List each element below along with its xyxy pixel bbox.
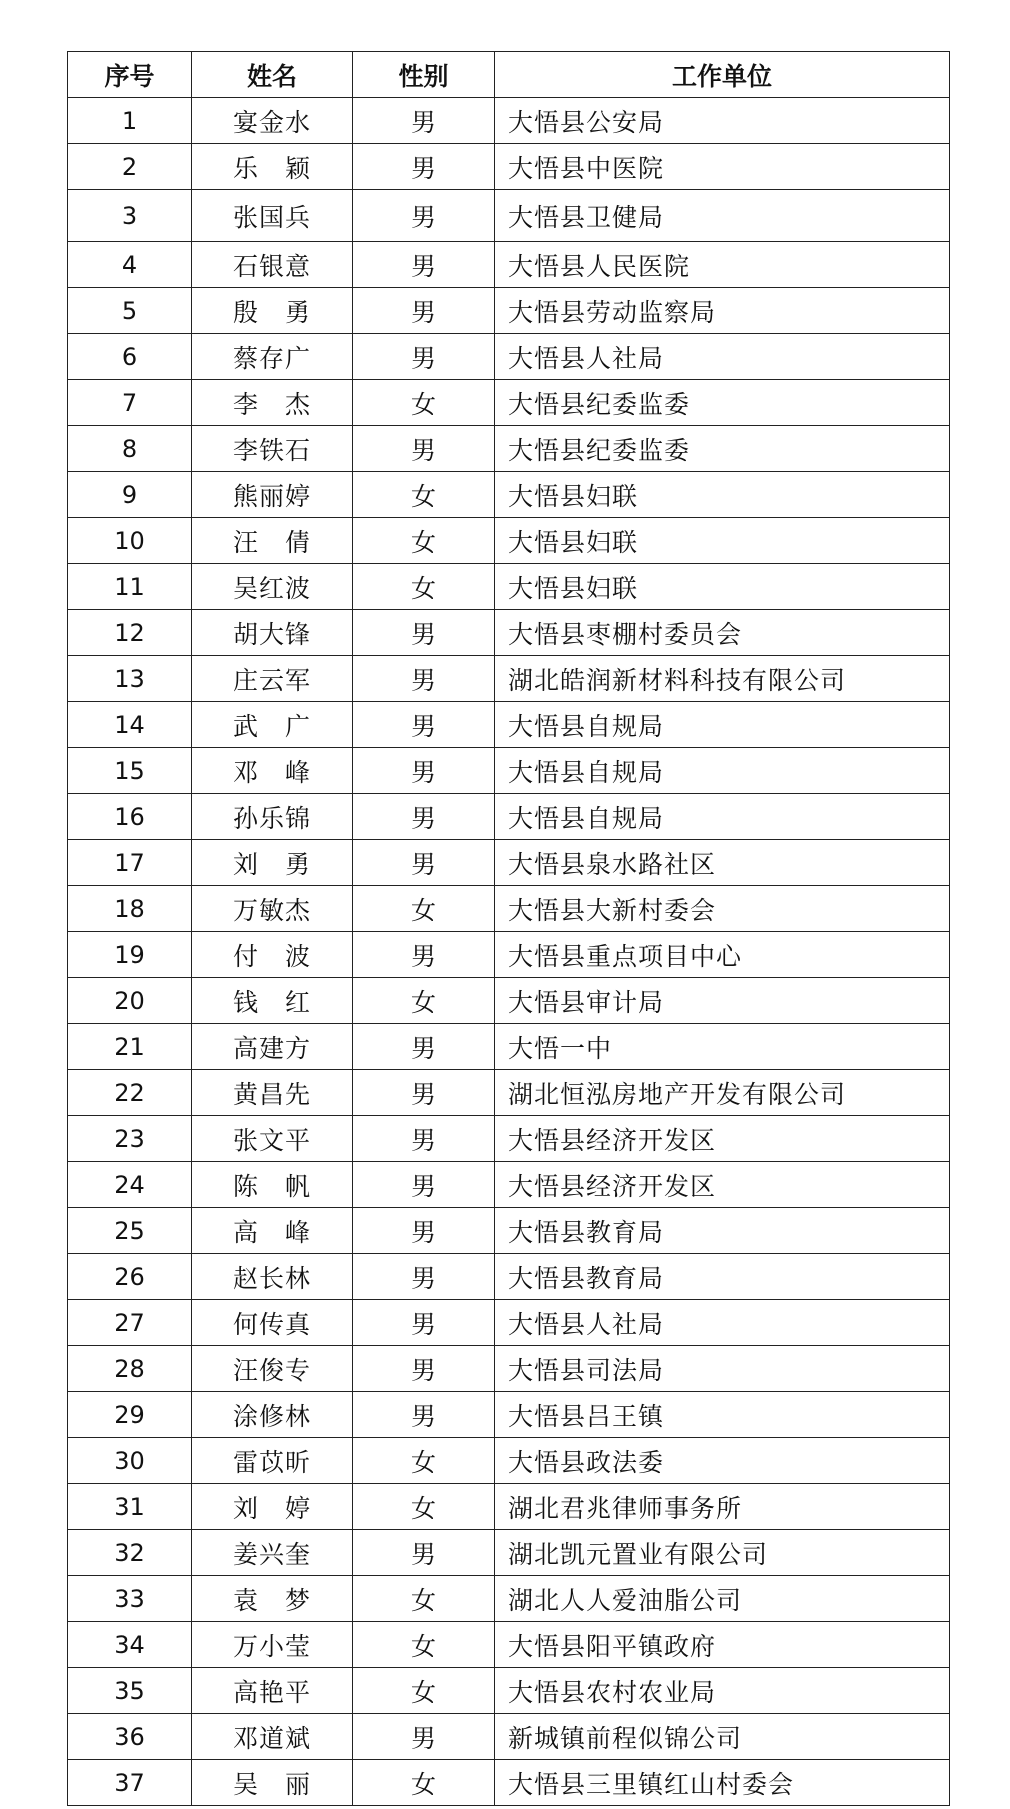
- header-name: 姓名: [192, 52, 353, 98]
- table-row: [68, 1208, 950, 1254]
- table-row: [68, 1438, 950, 1484]
- cell-gender: 女: [353, 518, 495, 564]
- table-row: [68, 748, 950, 794]
- cell-serial-number: 16: [68, 794, 192, 840]
- cell-name: 汪 倩: [192, 518, 353, 564]
- cell-work-unit: 大悟县纪委监委: [495, 426, 950, 472]
- table-row: [68, 794, 950, 840]
- cell-name: 赵长林: [192, 1254, 353, 1300]
- header-serial-number: 序号: [68, 52, 192, 98]
- cell-name: 蔡存广: [192, 334, 353, 380]
- cell-name: 万小莹: [192, 1622, 353, 1668]
- cell-serial-number: 3: [68, 190, 192, 242]
- cell-name: 石银意: [192, 242, 353, 288]
- cell-gender: 男: [353, 98, 495, 144]
- cell-work-unit: 大悟县大新村委会: [495, 886, 950, 932]
- cell-name: 汪俊专: [192, 1346, 353, 1392]
- cell-work-unit: 大悟县教育局: [495, 1208, 950, 1254]
- cell-serial-number: 32: [68, 1530, 192, 1576]
- cell-gender: 男: [353, 1070, 495, 1116]
- cell-gender: 男: [353, 1208, 495, 1254]
- table-row: [68, 1622, 950, 1668]
- cell-serial-number: 27: [68, 1300, 192, 1346]
- cell-gender: 男: [353, 1714, 495, 1760]
- cell-name: 袁 梦: [192, 1576, 353, 1622]
- cell-gender: 男: [353, 702, 495, 748]
- cell-work-unit: 大悟县人民医院: [495, 242, 950, 288]
- cell-serial-number: 11: [68, 564, 192, 610]
- cell-name: 吴红波: [192, 564, 353, 610]
- cell-gender: 女: [353, 1622, 495, 1668]
- cell-name: 黄昌先: [192, 1070, 353, 1116]
- cell-work-unit: 大悟一中: [495, 1024, 950, 1070]
- table-row: [68, 702, 950, 748]
- cell-work-unit: 大悟县自规局: [495, 748, 950, 794]
- header-work-unit: 工作单位: [495, 52, 950, 98]
- cell-serial-number: 13: [68, 656, 192, 702]
- cell-name: 钱 红: [192, 978, 353, 1024]
- cell-gender: 女: [353, 1576, 495, 1622]
- table-row: [68, 1392, 950, 1438]
- cell-gender: 男: [353, 1254, 495, 1300]
- cell-serial-number: 21: [68, 1024, 192, 1070]
- table-row: [68, 656, 950, 702]
- cell-gender: 男: [353, 932, 495, 978]
- table-row: [68, 190, 950, 242]
- cell-gender: 女: [353, 1484, 495, 1530]
- cell-gender: 男: [353, 1162, 495, 1208]
- cell-work-unit: 大悟县教育局: [495, 1254, 950, 1300]
- table-row: [68, 1714, 950, 1760]
- table-row: [68, 1576, 950, 1622]
- cell-serial-number: 9: [68, 472, 192, 518]
- cell-name: 熊丽婷: [192, 472, 353, 518]
- cell-serial-number: 15: [68, 748, 192, 794]
- cell-serial-number: 33: [68, 1576, 192, 1622]
- cell-gender: 男: [353, 190, 495, 242]
- cell-name: 殷 勇: [192, 288, 353, 334]
- cell-gender: 女: [353, 380, 495, 426]
- cell-work-unit: 大悟县公安局: [495, 98, 950, 144]
- cell-work-unit: 大悟县卫健局: [495, 190, 950, 242]
- cell-serial-number: 12: [68, 610, 192, 656]
- cell-work-unit: 大悟县中医院: [495, 144, 950, 190]
- cell-serial-number: 7: [68, 380, 192, 426]
- cell-work-unit: 湖北人人爱油脂公司: [495, 1576, 950, 1622]
- cell-serial-number: 36: [68, 1714, 192, 1760]
- cell-serial-number: 8: [68, 426, 192, 472]
- cell-gender: 男: [353, 610, 495, 656]
- cell-serial-number: 28: [68, 1346, 192, 1392]
- cell-gender: 男: [353, 748, 495, 794]
- table-row: [68, 1116, 950, 1162]
- cell-work-unit: 大悟县枣棚村委员会: [495, 610, 950, 656]
- cell-serial-number: 30: [68, 1438, 192, 1484]
- cell-gender: 女: [353, 1668, 495, 1714]
- table-row: [68, 426, 950, 472]
- cell-work-unit: 大悟县自规局: [495, 702, 950, 748]
- table-row: [68, 1346, 950, 1392]
- cell-serial-number: 20: [68, 978, 192, 1024]
- table-row: [68, 288, 950, 334]
- cell-work-unit: 大悟县审计局: [495, 978, 950, 1024]
- cell-name: 孙乐锦: [192, 794, 353, 840]
- cell-serial-number: 34: [68, 1622, 192, 1668]
- table-row: [68, 1162, 950, 1208]
- cell-work-unit: 大悟县三里镇红山村委会: [495, 1760, 950, 1806]
- cell-serial-number: 31: [68, 1484, 192, 1530]
- cell-work-unit: 大悟县农村农业局: [495, 1668, 950, 1714]
- cell-name: 张国兵: [192, 190, 353, 242]
- cell-gender: 女: [353, 1760, 495, 1806]
- cell-gender: 男: [353, 288, 495, 334]
- cell-serial-number: 23: [68, 1116, 192, 1162]
- cell-serial-number: 25: [68, 1208, 192, 1254]
- cell-serial-number: 4: [68, 242, 192, 288]
- cell-work-unit: 大悟县妇联: [495, 518, 950, 564]
- cell-work-unit: 大悟县政法委: [495, 1438, 950, 1484]
- cell-name: 高建方: [192, 1024, 353, 1070]
- cell-serial-number: 1: [68, 98, 192, 144]
- cell-gender: 男: [353, 334, 495, 380]
- cell-work-unit: 湖北君兆律师事务所: [495, 1484, 950, 1530]
- table-row: [68, 932, 950, 978]
- cell-work-unit: 大悟县吕王镇: [495, 1392, 950, 1438]
- cell-name: 乐 颖: [192, 144, 353, 190]
- cell-work-unit: 大悟县重点项目中心: [495, 932, 950, 978]
- cell-serial-number: 37: [68, 1760, 192, 1806]
- cell-name: 张文平: [192, 1116, 353, 1162]
- table-row: [68, 1070, 950, 1116]
- cell-gender: 男: [353, 840, 495, 886]
- table-row: [68, 242, 950, 288]
- table-row: [68, 978, 950, 1024]
- cell-gender: 女: [353, 472, 495, 518]
- cell-work-unit: 湖北凯元置业有限公司: [495, 1530, 950, 1576]
- cell-gender: 男: [353, 426, 495, 472]
- table-row: [68, 564, 950, 610]
- cell-gender: 男: [353, 656, 495, 702]
- cell-name: 姜兴奎: [192, 1530, 353, 1576]
- cell-serial-number: 6: [68, 334, 192, 380]
- cell-work-unit: 大悟县劳动监察局: [495, 288, 950, 334]
- cell-serial-number: 19: [68, 932, 192, 978]
- header-gender: 性别: [353, 52, 495, 98]
- cell-name: 何传真: [192, 1300, 353, 1346]
- cell-serial-number: 14: [68, 702, 192, 748]
- cell-gender: 女: [353, 1438, 495, 1484]
- cell-work-unit: 大悟县阳平镇政府: [495, 1622, 950, 1668]
- cell-work-unit: 湖北皓润新材料科技有限公司: [495, 656, 950, 702]
- cell-work-unit: 大悟县泉水路社区: [495, 840, 950, 886]
- cell-serial-number: 2: [68, 144, 192, 190]
- cell-work-unit: 大悟县司法局: [495, 1346, 950, 1392]
- cell-name: 付 波: [192, 932, 353, 978]
- cell-name: 陈 帆: [192, 1162, 353, 1208]
- cell-serial-number: 26: [68, 1254, 192, 1300]
- cell-name: 万敏杰: [192, 886, 353, 932]
- cell-name: 刘 婷: [192, 1484, 353, 1530]
- cell-name: 庄云军: [192, 656, 353, 702]
- cell-name: 吴 丽: [192, 1760, 353, 1806]
- cell-gender: 男: [353, 1392, 495, 1438]
- personnel-table: [67, 51, 950, 1806]
- cell-serial-number: 17: [68, 840, 192, 886]
- cell-name: 高 峰: [192, 1208, 353, 1254]
- cell-work-unit: 大悟县纪委监委: [495, 380, 950, 426]
- cell-work-unit: 大悟县人社局: [495, 1300, 950, 1346]
- cell-name: 邓道斌: [192, 1714, 353, 1760]
- cell-serial-number: 22: [68, 1070, 192, 1116]
- cell-name: 刘 勇: [192, 840, 353, 886]
- cell-gender: 男: [353, 1116, 495, 1162]
- cell-work-unit: 大悟县妇联: [495, 564, 950, 610]
- cell-name: 宴金水: [192, 98, 353, 144]
- cell-serial-number: 29: [68, 1392, 192, 1438]
- table-header-row: [68, 52, 950, 98]
- table-row: [68, 1530, 950, 1576]
- cell-gender: 女: [353, 978, 495, 1024]
- table-row: [68, 380, 950, 426]
- cell-gender: 男: [353, 794, 495, 840]
- cell-serial-number: 10: [68, 518, 192, 564]
- cell-name: 高艳平: [192, 1668, 353, 1714]
- table-row: [68, 610, 950, 656]
- cell-name: 雷苡昕: [192, 1438, 353, 1484]
- table-row: [68, 518, 950, 564]
- table-row: [68, 1484, 950, 1530]
- table-row: [68, 1300, 950, 1346]
- cell-gender: 女: [353, 886, 495, 932]
- cell-work-unit: 大悟县经济开发区: [495, 1116, 950, 1162]
- table-row: [68, 334, 950, 380]
- cell-work-unit: 湖北恒泓房地产开发有限公司: [495, 1070, 950, 1116]
- table-row: [68, 1760, 950, 1806]
- cell-name: 邓 峰: [192, 748, 353, 794]
- table-row: [68, 472, 950, 518]
- cell-work-unit: 大悟县经济开发区: [495, 1162, 950, 1208]
- cell-serial-number: 18: [68, 886, 192, 932]
- table-row: [68, 1668, 950, 1714]
- table-body: [68, 98, 950, 1806]
- cell-gender: 男: [353, 1530, 495, 1576]
- cell-serial-number: 5: [68, 288, 192, 334]
- cell-gender: 男: [353, 1024, 495, 1070]
- table-row: [68, 98, 950, 144]
- cell-gender: 男: [353, 144, 495, 190]
- cell-work-unit: 新城镇前程似锦公司: [495, 1714, 950, 1760]
- table-row: [68, 1024, 950, 1070]
- table-row: [68, 144, 950, 190]
- cell-name: 胡大锋: [192, 610, 353, 656]
- cell-work-unit: 大悟县妇联: [495, 472, 950, 518]
- cell-name: 涂修林: [192, 1392, 353, 1438]
- cell-serial-number: 35: [68, 1668, 192, 1714]
- cell-name: 李 杰: [192, 380, 353, 426]
- cell-gender: 女: [353, 564, 495, 610]
- cell-name: 武 广: [192, 702, 353, 748]
- cell-gender: 男: [353, 242, 495, 288]
- table-row: [68, 1254, 950, 1300]
- cell-gender: 男: [353, 1300, 495, 1346]
- cell-name: 李铁石: [192, 426, 353, 472]
- cell-gender: 男: [353, 1346, 495, 1392]
- cell-serial-number: 24: [68, 1162, 192, 1208]
- table-row: [68, 840, 950, 886]
- cell-work-unit: 大悟县人社局: [495, 334, 950, 380]
- cell-work-unit: 大悟县自规局: [495, 794, 950, 840]
- table-row: [68, 886, 950, 932]
